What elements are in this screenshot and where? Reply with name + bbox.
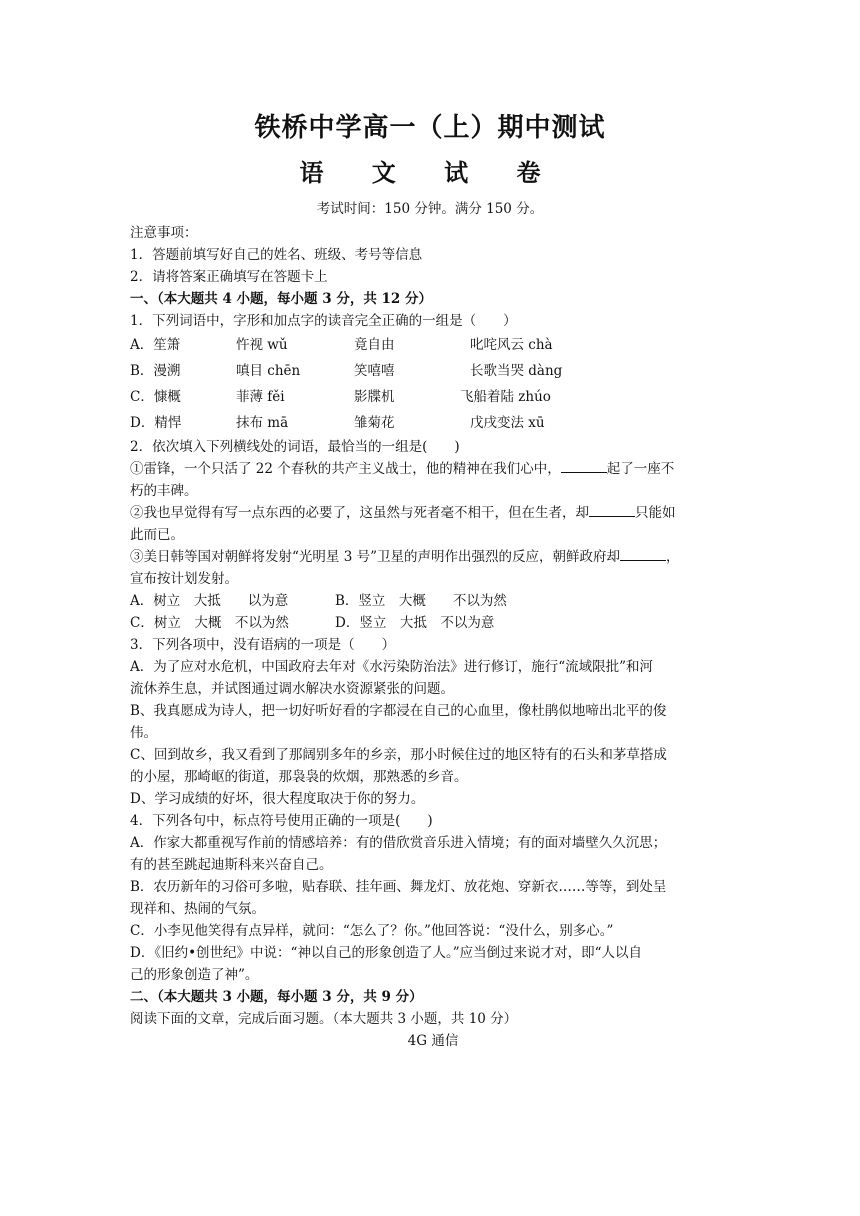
q2-s1-text: ①雷锋，一个只活了 22 个春秋的共产主义战士，他的精神在我们心中，: [130, 461, 561, 477]
q1-a-4: 叱咤风云 chà: [470, 337, 553, 353]
q1-option-row: [130, 410, 736, 436]
q1-a-2: 忤视 wǔ: [236, 337, 288, 353]
exam-info: 考试时间：150 分钟。满分 150 分。: [316, 201, 544, 217]
q4-d-line2: 己的形象创造了神”。: [130, 967, 259, 983]
q2-options-ab: [130, 590, 736, 612]
q2-s1-continued: 朽的丰碑。: [130, 483, 198, 499]
q1-option-row: [130, 332, 736, 358]
q1-d-3: 雏菊花: [354, 415, 395, 431]
article-title: 4G 通信: [407, 1033, 459, 1049]
q2-s2-text: ②我也早觉得有写一点东西的必要了，这虽然与死者毫不相干，但在生者，却: [130, 505, 589, 521]
q2-s3-continued: 宣布按计划发射。: [130, 571, 238, 587]
exam-subtitle: 语 文 试 卷: [299, 158, 561, 187]
q1-c-1: C．慷概: [130, 389, 181, 405]
q2-s2-continued: 此而已。: [130, 527, 184, 543]
q2-s2-text-end: 只能如: [635, 505, 676, 521]
q2-sentence-3: [130, 546, 736, 568]
note-item-2: 2．请将答案正确填写在答题卡上: [130, 269, 328, 285]
q2-s3-text: ③美日韩等国对朝鲜将发射“光明星 3 号”卫星的声明作出强烈的反应，朝鲜政府却: [130, 549, 620, 565]
q3-stem: 3．下列各项中，没有语病的一项是（ ）: [130, 637, 396, 653]
q1-b-2: 嗔目 chēn: [236, 363, 301, 379]
q1-option-row: [130, 358, 736, 384]
note-item-1: 1．答题前填写好自己的姓名、班级、考号等信息: [130, 247, 423, 263]
q4-stem: 4．下列各句中，标点符号使用正确的一项是( ): [130, 813, 433, 829]
q1-d-4: 戊戌变法 xū: [470, 415, 545, 431]
q1-c-2: 菲薄 fěi: [236, 389, 285, 405]
q4-b-line2: 现祥和、热闹的气氛。: [130, 901, 265, 917]
q2-stem: 2．依次填入下列横线处的词语，最恰当的一组是( ): [130, 439, 460, 455]
section1-heading: 一、（本大题共 4 小题，每小题 3 分，共 12 分）: [130, 291, 433, 307]
fill-blank: [589, 502, 635, 517]
q2-option-b: B．竖立 大概 不以为然: [335, 593, 507, 609]
q2-options-cd: [130, 612, 736, 634]
fill-blank: [620, 546, 666, 561]
q2-s3-text-end: ，: [665, 549, 680, 565]
notes-heading: 注意事项：: [130, 225, 198, 241]
q1-a-3: 竟自由: [354, 337, 395, 353]
q3-b-line2: 伟。: [130, 725, 157, 741]
q1-b-4: 长歌当哭 dàng: [470, 363, 563, 379]
q4-a-line1: A．作家大都重视写作前的情感培养：有的借欣赏音乐进入情境；有的面对墙壁久久沉思；: [130, 835, 667, 851]
q1-b-3: 笑嘻嘻: [354, 363, 395, 379]
exam-body: [130, 222, 736, 1052]
q3-d-line1: D、学习成绩的好坏，很大程度取决于你的努力。: [130, 791, 425, 807]
q4-b-line1: B．农历新年的习俗可多啦，贴春联、挂年画、舞龙灯、放花炮、穿新衣……等等，到处呈: [130, 879, 667, 895]
q3-c-line1: C、回到故乡，我又看到了那阔别多年的乡亲，那小时候住过的地区特有的石头和茅草搭成: [130, 747, 667, 763]
fill-blank: [561, 458, 607, 473]
q1-c-3: 影牒机: [354, 389, 395, 405]
section2-heading: 二、（本大题共 3 小题，每小题 3 分，共 9 分）: [130, 989, 423, 1005]
q4-a-line2: 有的甚至跳起迪斯科来兴奋自己。: [130, 857, 333, 873]
q3-c-line2: 的小屋，那崎岖的街道，那袅袅的炊烟，那熟悉的乡音。: [130, 769, 468, 785]
q1-b-1: B．漫溯: [130, 363, 181, 379]
q3-b-line1: B、我真愿成为诗人，把一切好听好看的字都浸在自己的心血里，像杜鹃似地啼出北平的俊: [130, 703, 667, 719]
q1-c-4: 飞船着陆 zhúo: [460, 389, 551, 405]
exam-title: 铁桥中学高一（上）期中测试: [254, 113, 606, 143]
section2-intro: 阅读下面的文章，完成后面习题。（本大题共 3 小题，共 10 分）: [130, 1011, 518, 1027]
q4-d-line1: D．《旧约•创世纪》中说：“神以自己的形象创造了人。”应当倒过来说才对，即“人以自: [130, 945, 642, 961]
q1-d-1: D．精悍: [130, 415, 182, 431]
q1-option-row: [130, 384, 736, 410]
q3-a-line1: A．为了应对水危机，中国政府去年对《水污染防治法》进行修订，施行“流域限批”和河: [130, 659, 654, 675]
q1-d-2: 抹布 mā: [236, 415, 289, 431]
q2-s1-text-end: 起了一座不: [606, 461, 675, 477]
q2-sentence-2: [130, 502, 736, 524]
q2-option-a: A．树立 大抵 以为意: [130, 593, 289, 609]
q2-sentence-1: [130, 458, 736, 480]
q2-option-d: D．竖立 大抵 不以为意: [335, 615, 495, 631]
q4-c-line1: C．小李见他笑得有点异样，就问：“怎么了？你。”他回答说：“没什么，别多心。”: [130, 923, 614, 939]
q3-a-line2: 流休养生息，并试图通过调水解决水资源紧张的问题。: [130, 681, 454, 697]
q1-a-1: A．笙箫: [130, 337, 181, 353]
q1-stem: 1．下列词语中，字形和加点字的读音完全正确的一组是（ ）: [130, 313, 517, 329]
q2-option-c: C．树立 大概 不以为然: [130, 615, 289, 631]
